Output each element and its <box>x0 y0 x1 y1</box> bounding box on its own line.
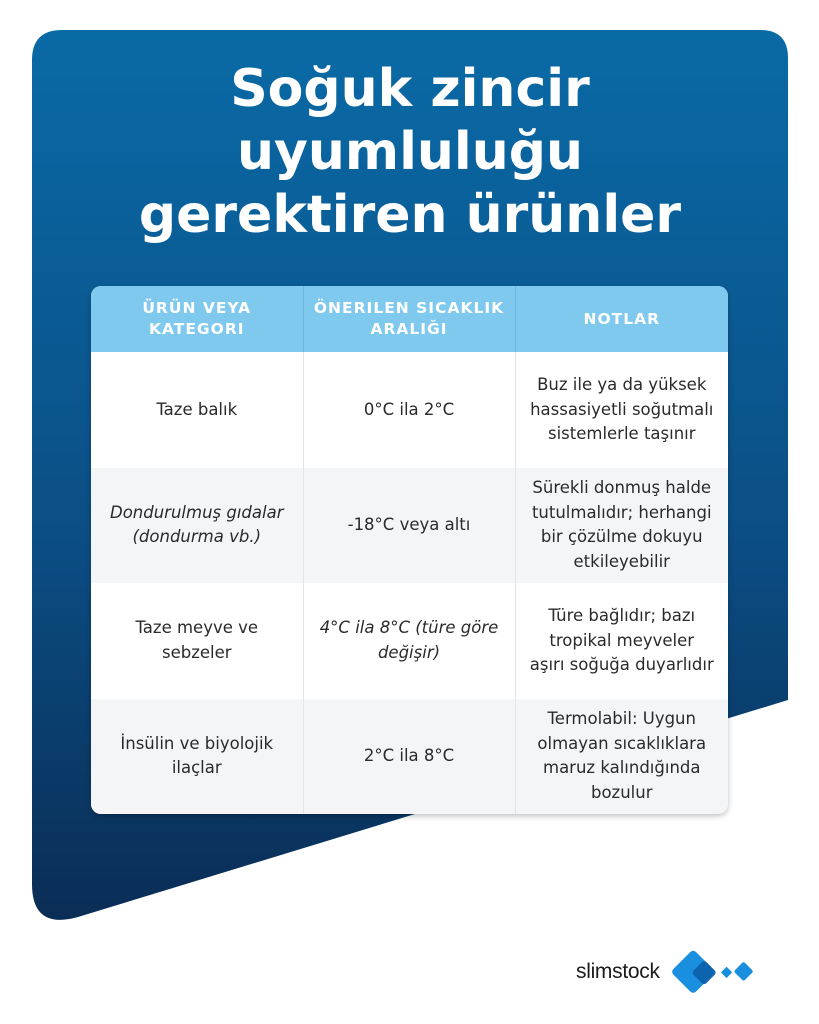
cell-product: Dondurulmuş gıdalar (dondurma vb.) <box>91 468 303 584</box>
cell-notes: Buz ile ya da yüksek hassasiyetli soğutmalı sistemlerle taşınır <box>515 352 728 468</box>
cell-temperature: 4°C ila 8°C (türe göre değişir) <box>303 583 515 699</box>
title-line-3: gerektiren ürünler <box>138 185 682 245</box>
title-line-2: uyumluluğu <box>236 122 584 182</box>
table-row <box>91 468 728 584</box>
cell-product: İnsülin ve biyolojik ilaçlar <box>91 699 303 815</box>
cell-notes: Türe bağlıdır; bazı tropikal meyveler aşırı soğuğa duyarlıdır <box>515 583 728 699</box>
header-temperature: ÖNERILEN SICAKLIK ARALIĞI <box>303 286 515 352</box>
header-product: ÜRÜN VEYA KATEGORI <box>91 286 303 352</box>
cell-product: Taze meyve ve sebzeler <box>91 583 303 699</box>
table-row <box>91 699 728 815</box>
slimstock-logo <box>576 948 766 998</box>
cell-temperature: 2°C ila 8°C <box>303 699 515 815</box>
title-line-1: Soğuk zincir <box>230 59 590 119</box>
cell-product: Taze balık <box>91 352 303 468</box>
table-row <box>91 352 728 468</box>
cell-notes: Termolabil: Uygun olmayan sıcaklıklara maruz kalındığında bozulur <box>515 699 728 815</box>
cold-chain-table <box>91 286 728 814</box>
cell-notes: Sürekli donmuş halde tutulmalıdır; herhangi bir çözülme dokuyu etkileyebilir <box>515 468 728 584</box>
blue-diamonds-icon <box>672 948 762 998</box>
table-row <box>91 583 728 699</box>
table-header-row <box>91 286 728 352</box>
page-title <box>60 58 760 247</box>
cell-temperature: 0°C ila 2°C <box>303 352 515 468</box>
logo-text: slimstock <box>576 960 660 983</box>
header-notes: NOTLAR <box>515 286 728 352</box>
cell-temperature: -18°C veya altı <box>303 468 515 584</box>
